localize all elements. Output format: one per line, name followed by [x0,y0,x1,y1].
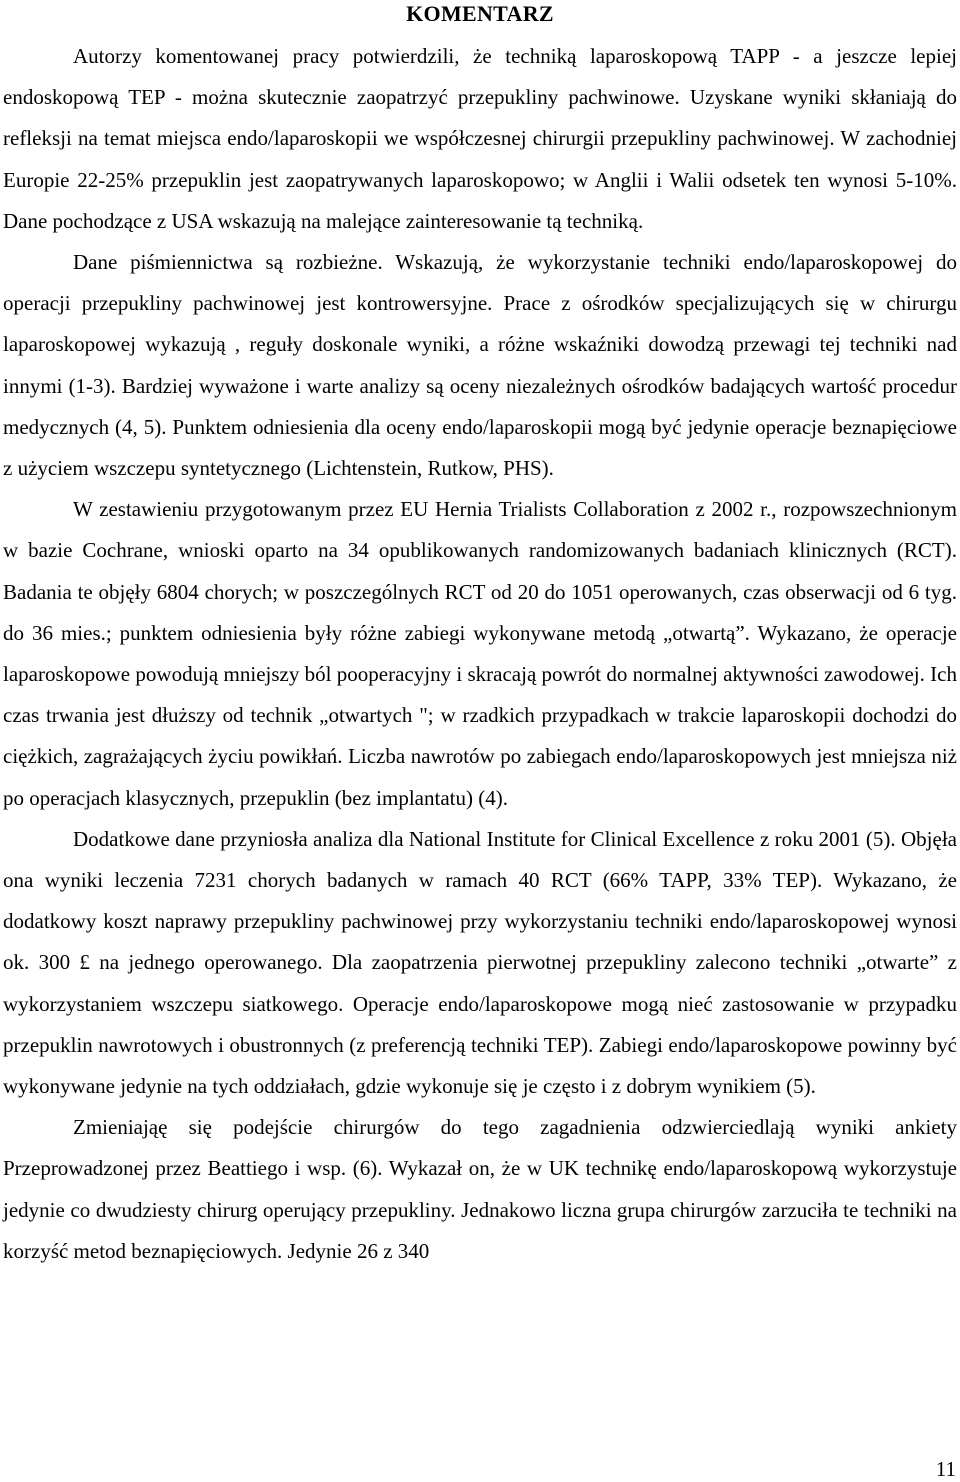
page-number: 11 [935,1457,956,1481]
paragraph-literature: Dane piśmiennictwa są rozbieżne. Wskazują, że wykorzystanie techniki endo/laparoskopowej do operacji przepukliny pachwinowej jest kontrowersyjne. Prace z ośrodków specjalizujących się w chirurgu laparoskopowej wykazują , reguły doskonale wyniki, a różne wskaźniki dowodzą przewagi tej techniki nad innymi (1-3). Bardziej wyważone i warte analizy są oceny niezależnych ośrodków badających wartość procedur medycznych (4, 5). Punktem odniesienia dla oceny endo/laparoskopii mogą być jedynie operacje beznapięciowe z użyciem wszczepu syntetycznego (Lichtenstein, Rutkow, PHS). [3,250,957,481]
paragraph-intro: Autorzy komentowanej pracy potwierdzili, że techniką laparoskopową TAPP - a jeszcze lepiej endoskopową TEP - można skutecznie zaopatrzyć przepukliny pachwinowe. Uzyskane wyniki skłaniają do refleksji na temat miejsca endo/laparoskopii we współczesnej chirurgii przepukliny pachwinowej. W zachodniej Europie 22-25% przepuklin jest zaopatrywanych laparoskopowo; w Anglii i Walii odsetek ten wynosi 5-10%. Dane pochodzące z USA wskazują na malejące zainteresowanie tą techniką. [3,44,957,233]
document-page [3,0,957,1272]
paragraph-cochrane: W zestawieniu przygotowanym przez EU Hernia Trialists Collaboration z 2002 r., rozpowszechnionym w bazie Cochrane, wnioski oparto na 34 opublikowanych randomizowanych badaniach klinicznych (RCT). Badania te objęły 6804 chorych; w poszczególnych RCT od 20 do 1051 operowanych, czas obserwacji od 6 tyg. do 36 mies.; punktem odniesienia były różne zabiegi wykonywane metodą „otwartą”. Wykazano, że operacje laparoskopowe powodują mniejszy ból pooperacyjny i skracają powrót do normalnej aktywności zawodowej. Ich czas trwania jest dłuższy od technik „otwartych "; w rzadkich przypadkach w trakcie laparoskopii dochodzi do ciężkich, zagrażających życiu powikłań. Liczba nawrotów po zabiegach endo/laparoskopowych jest mniejsza niż po operacjach klasycznych, przepuklin (bez implantatu) (4). [3,497,957,810]
document-body [3,36,957,1272]
paragraph-nice: Dodatkowe dane przyniosła analiza dla National Institute for Clinical Excellence z roku 2001 (5). Objęła ona wyniki leczenia 7231 chorych badanych w ramach 40 RCT (66% TAPP, 33% TEP). Wykazano, że dodatkowy koszt naprawy przepukliny pachwinowej przy wykorzystaniu techniki endo/laparoskopowej wynosi ok. 300 £ na jednego operowanego. Dla zaopatrzenia pierwotnej przepukliny zalecono techniki „otwarte” z wykorzystaniem wszczepu siatkowego. Operacje endo/laparoskopowe mogą nieć zastosowanie w przypadku przepuklin nawrotowych i obustronnych (z preferencją techniki TEP). Zabiegi endo/laparoskopowe powinny być wykonywane jedynie na tych oddziałach, gdzie wykonuje się je często i z dobrym wynikiem (5). [3,826,957,1099]
paragraph-survey: Zmieniająę się podejście chirurgów do tego zagadnienia odzwierciedlają wyniki ankiety Przeprowadzonej przez Beattiego i wsp. (6). Wykazał on, że w UK technikę endo/laparoskopową wykorzystuje jedynie co dwudziesty chirurg operujący przepukliny. Jednakowo liczna grupa chirurgów zarzuciła te techniki na korzyść metod beznapięciowych. Jedynie 26 z 340 [3,1115,957,1263]
document-title: KOMENTARZ [406,1,554,26]
